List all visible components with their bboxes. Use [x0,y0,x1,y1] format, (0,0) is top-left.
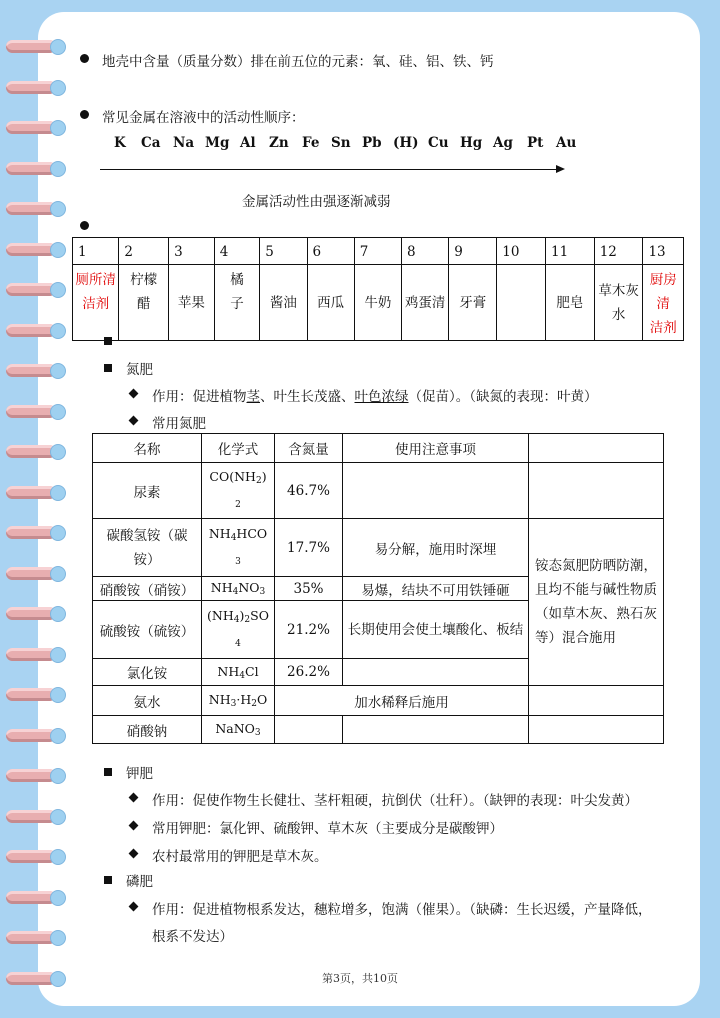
row-percent: 26.2% [275,659,343,686]
bullet-dot-icon [80,110,89,119]
ph-number: 12 [594,238,643,265]
metal-symbol: Pt [527,135,544,151]
row-formula: $CO(NH_2)$ $_2$ [202,463,275,519]
ph-item [169,265,215,341]
bullet-diamond-icon [129,416,139,426]
bullet-square-icon [104,876,112,884]
ph-item-line: 子 [230,296,244,312]
metal-symbol: Mg [205,135,230,151]
ph-number: 4 [214,238,260,265]
ph-item-line: 柠檬 [130,272,158,288]
row-name: 碳酸氢铵（碳铵） [93,519,202,577]
row-note: 易分解，施用时深埋 [343,519,529,577]
phosphorus-heading: 磷肥 [126,874,153,890]
ph-item [643,265,684,341]
ph-item [594,265,643,341]
table-row [93,463,664,519]
ph-number: 5 [260,238,307,265]
nitrogen-effect-part: （促苗）。（缺氮的表现：叶黄） [408,389,598,405]
ph-number: 10 [497,238,546,265]
ph-item-line: 牙膏 [459,294,487,311]
metal-symbol: Al [240,135,256,151]
ph-item [546,265,595,341]
ph-number: 8 [401,238,448,265]
row-formula: $NH_4NO_3$ [202,577,275,601]
ph-item [119,265,169,341]
row-note: 加水稀释后施用 [275,686,529,716]
metal-symbol: Hg [460,135,483,151]
ph-item [449,265,497,341]
bullet-square-icon [104,364,112,372]
table-row [93,686,664,716]
ph-item-line: 草木灰水 [598,282,639,323]
ph-item-row [73,265,684,341]
bullet-square-icon [104,337,112,345]
row-formula: $(NH_4)_2SO$ $_4$ [202,601,275,659]
crust-elements-text: 地壳中含量（质量分数）排在前五位的元素：氧、硅、铝、铁、钙 [102,54,494,70]
phosphorus-effect-line2: 根系不发达） [152,929,233,945]
metal-symbol: Sn [331,135,351,151]
ph-item-line: 酱油 [269,294,297,311]
table-row [93,519,664,577]
ph-number: 2 [119,238,169,265]
ph-item [401,265,448,341]
row-name: 硫酸铵（硫铵） [93,601,202,659]
nitrogen-fertilizer-table [92,433,664,744]
row-percent: 17.7% [275,519,343,577]
nitrogen-effect [152,385,598,405]
ph-item [354,265,401,341]
ph-item-line: 肥皂 [556,294,584,311]
nitrogen-heading: 氮肥 [126,362,153,378]
ph-table [72,237,684,341]
ph-item [260,265,307,341]
row-formula: NaNO$_3$ [202,716,275,744]
ph-item [307,265,354,341]
row-note: 长期使用会使土壤酸化、板结 [343,601,529,659]
row-formula: $NH_4Cl$ [202,659,275,686]
ph-item-line: 洁剂 [649,320,677,336]
phosphorus-effect-line1: 作用：促进植物根系发达，穗粒增多，饱满（催果）。（缺磷：生长迟缓，产量降低， [152,902,652,918]
metal-symbol: K [114,135,126,151]
row-note [343,463,529,519]
nitrogen-effect-part: 、叶生长茂盛、 [260,389,355,405]
metal-symbol: Na [173,135,195,151]
metal-symbol: Cu [428,135,449,151]
side-note: 铵态氮肥防晒防潮，且均不能与碱性物质（如草木灰、熟石灰等）混合施用 [529,519,664,686]
ph-number: 7 [354,238,401,265]
bullet-diamond-icon [129,793,139,803]
row-name: 硝酸钠 [93,716,202,744]
ph-item [497,265,546,341]
ph-item-line: 苹果 [177,294,205,311]
ph-number: 11 [546,238,595,265]
ph-item-line: 厨房清 [649,272,677,312]
row-percent: 21.2% [275,601,343,659]
metal-symbol: Ca [141,135,161,151]
bullet-diamond-icon [129,849,139,859]
ph-number: 6 [307,238,354,265]
ph-number-row [73,238,684,265]
ph-item-line: 醋 [137,296,151,312]
table-row [93,716,664,744]
row-name: 氯化铵 [93,659,202,686]
metal-symbol: Au [556,135,577,151]
potassium-heading: 钾肥 [126,766,153,782]
row-name: 氨水 [93,686,202,716]
metal-symbol: Zn [269,135,289,151]
nitrogen-effect-stem: 茎 [246,389,260,405]
metal-symbol: (H) [393,135,419,151]
ph-item [73,265,119,341]
ph-number: 13 [643,238,684,265]
row-percent: 35% [275,577,343,601]
bullet-diamond-icon [129,902,139,912]
bullet-dot-icon [80,221,89,230]
row-name: 尿素 [93,463,202,519]
bullet-square-icon [104,768,112,776]
bullet-diamond-icon [129,389,139,399]
header-formula: 化学式 [202,434,275,463]
row-formula: $NH_4HCO$ $_3$ [202,519,275,577]
ph-number: 3 [169,238,215,265]
row-percent: 46.7% [275,463,343,519]
potassium-rural: 农村最常用的钾肥是草木灰。 [152,849,328,865]
ph-item-line: 鸡蛋清 [404,294,446,311]
ph-item-line: 洁剂 [82,296,110,312]
row-note [343,659,529,686]
ph-item-line: 橘 [230,272,244,288]
ph-item-line: 牛奶 [364,294,392,311]
metal-symbol: Ag [493,135,513,151]
nitrogen-common: 常用氮肥 [152,416,206,432]
row-name: 硝酸铵（硝铵） [93,577,202,601]
activity-arrow-line [100,169,560,170]
activity-order-title: 常见金属在溶液中的活动性顺序： [102,110,305,126]
potassium-effect: 作用：促使作物生长健壮、茎杆粗硬，抗倒伏（壮秆）。（缺钾的表现：叶尖发黄） [152,793,638,809]
table-header-row [93,434,664,463]
bullet-diamond-icon [129,821,139,831]
ph-item-line: 厕所清 [75,272,116,288]
header-note: 使用注意事项 [343,434,529,463]
ph-number: 9 [449,238,497,265]
nitrogen-effect-part: 作用：促进植物 [152,389,247,405]
activity-caption: 金属活动性由强逐渐减弱 [242,194,391,210]
metal-symbol: Fe [302,135,320,151]
metal-symbol: Pb [362,135,382,151]
header-name: 名称 [93,434,202,463]
page-footer: 第3页，共10页 [322,972,398,985]
nitrogen-effect-leaf: 叶色浓绿 [354,389,409,405]
row-note: 易爆，结块不可用铁锤砸 [343,577,529,601]
arrow-right-icon [556,165,565,173]
potassium-common: 常用钾肥：氯化钾、硫酸钾、草木灰（主要成分是碳酸钾） [152,821,503,837]
ph-item [214,265,260,341]
row-formula: $NH_3\cdot H_2O$ [202,686,275,716]
bullet-dot-icon [80,54,89,63]
header-percent: 含氮量 [275,434,343,463]
ph-number: 1 [73,238,119,265]
ph-item-line: 西瓜 [317,294,345,311]
